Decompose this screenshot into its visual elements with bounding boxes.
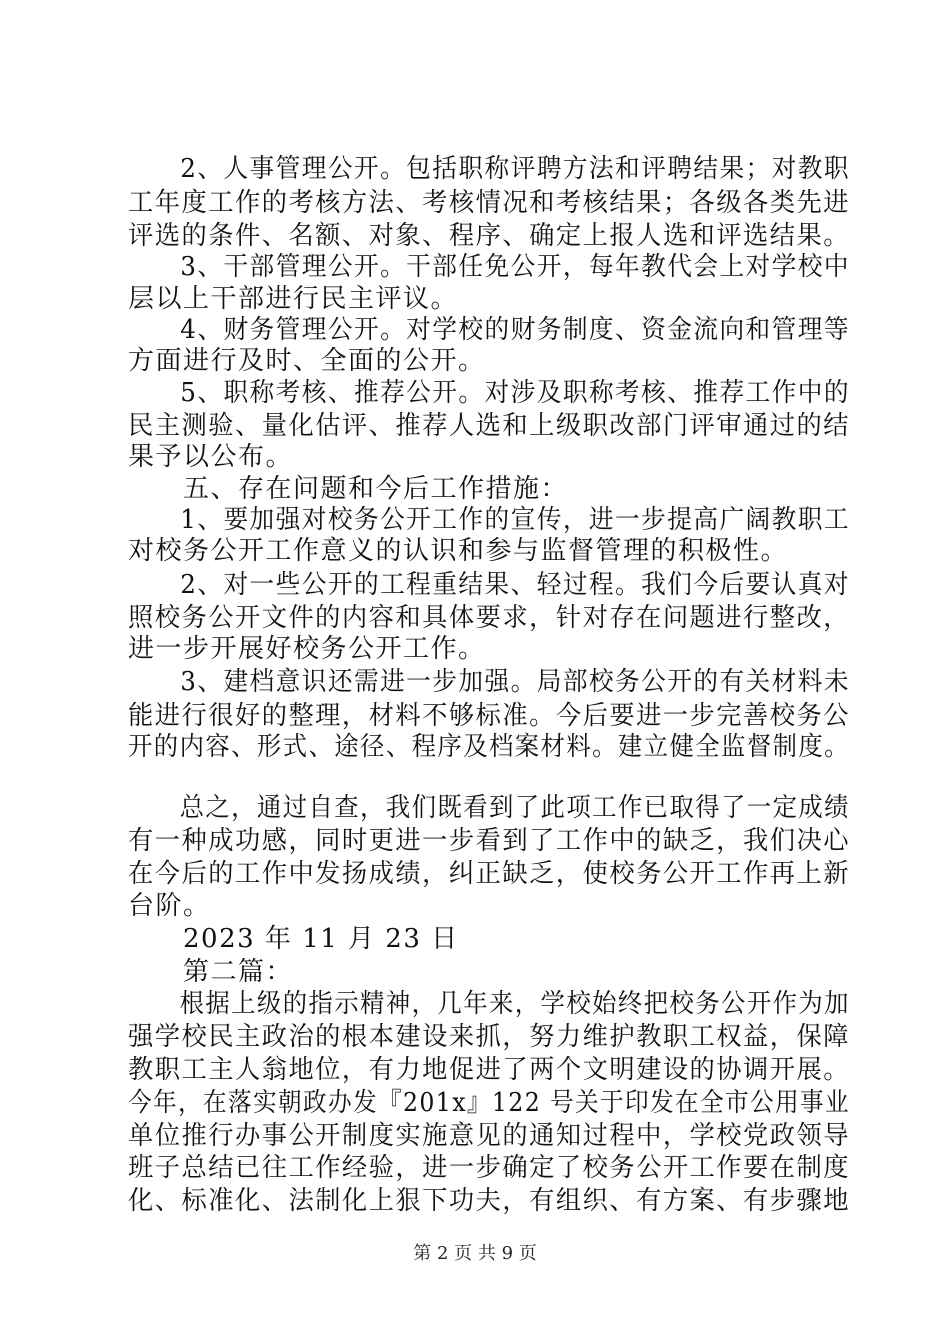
text-line [128,1052,950,1088]
text-line-content: 民主测验、量化估评、推荐人选和上级职改部门评审通过的结 [128,411,851,441]
text-line [128,986,950,1022]
text-line-content: 5、职称考核、推荐公开。对涉及职称考核、推荐工作中的 [128,378,850,408]
text-line [128,151,950,187]
text-line-content: 今年，在落实朝政办发『201x』122 号关于印发在全市公用事业 [128,1088,850,1118]
text-line [128,185,950,221]
text-line [128,823,950,859]
text-line-content: 能进行很好的整理，材料不够标准。今后要进一步完善校务公 [128,701,851,731]
text-line [128,664,950,700]
text-line-content: 对校务公开工作意义的认识和参与监督管理的积极性。 [128,536,789,566]
text-line-content: 2、人事管理公开。包括职称评聘方法和评聘结果；对教职 [128,154,850,184]
text-line-content: 2023 年 11 月 23 日 [128,924,459,954]
text-line-content: 开的内容、形式、途径、程序及档案材料。建立健全监督制度。 [128,732,850,762]
text-line-content: 方面进行及时、全面的公开。 [128,346,486,376]
text-line-content: 工年度工作的考核方法、考核情况和考核结果；各级各类先进 [128,188,851,218]
text-line [128,375,950,411]
text-line-content: 第二篇： [128,957,294,987]
text-line-content: 评选的条件、名额、对象、程序、确定上报人选和评选结果。 [128,221,851,251]
text-line [128,1085,950,1121]
text-line-content: 3、建档意识还需进一步加强。局部校务公开的有关材料未 [128,667,850,697]
text-line-content: 在今后的工作中发扬成绩，纠正缺乏，使校务公开工作再上新 [128,859,851,889]
page-footer: 第 2 页 共 9 页 [413,1243,537,1264]
text-line [128,888,950,924]
text-line [128,249,950,285]
text-line [128,631,950,667]
text-line [128,567,950,603]
text-line [128,856,950,892]
text-line-content: 4、财务管理公开。对学校的财务制度、资金流向和管理等 [128,315,850,345]
text-line [128,1019,950,1055]
text-line [128,729,950,765]
text-line-content: 1、要加强对校务公开工作的宣传，进一步提高广阔教职工 [128,505,850,535]
text-line [128,954,950,990]
text-line [128,533,950,569]
text-line [128,1183,950,1219]
text-line-content: 有一种成功感，同时更进一步看到了工作中的缺乏，我们决心 [128,826,851,856]
text-line-content: 台阶。 [128,891,211,921]
text-line-content: 强学校民主政治的根本建设来抓，努力维护教职工权益，保障 [128,1022,851,1052]
text-line-content: 照校务公开文件的内容和具体要求，针对存在问题进行整改， [128,603,851,633]
text-line [128,343,950,379]
text-line-content: 果予以公布。 [128,442,294,472]
text-line-content: 层以上干部进行民主评议。 [128,284,459,314]
text-line [128,921,950,957]
text-line-content: 教职工主人翁地位，有力地促进了两个文明建设的协调开展。 [128,1055,851,1085]
text-line-content: 进一步开展好校务公开工作。 [128,634,486,664]
text-line-content: 班子总结已往工作经验，进一步确定了校务公开工作要在制度 [128,1153,851,1183]
text-line [128,1150,950,1186]
text-line-content: 2、对一些公开的工程重结果、轻过程。我们今后要认真对 [128,570,850,600]
text-line-content: 化、标准化、法制化上狠下功夫，有组织、有方案、有步骤地 [128,1186,851,1216]
text-line [128,1118,950,1154]
text-line-content: 根据上级的指示精神，几年来，学校始终把校务公开作为加 [128,989,850,1019]
text-line [128,439,950,475]
text-line-content: 3、干部管理公开。干部任免公开，每年教代会上对学校中 [128,252,850,282]
text-line-content: 五、存在问题和今后工作措施： [128,474,569,504]
text-line [128,790,950,826]
text-line-content: 总之，通过自查，我们既看到了此项工作已取得了一定成绩 [128,793,850,823]
text-line-content: 单位推行办事公开制度实施意见的通知过程中，学校党政领导 [128,1121,851,1151]
